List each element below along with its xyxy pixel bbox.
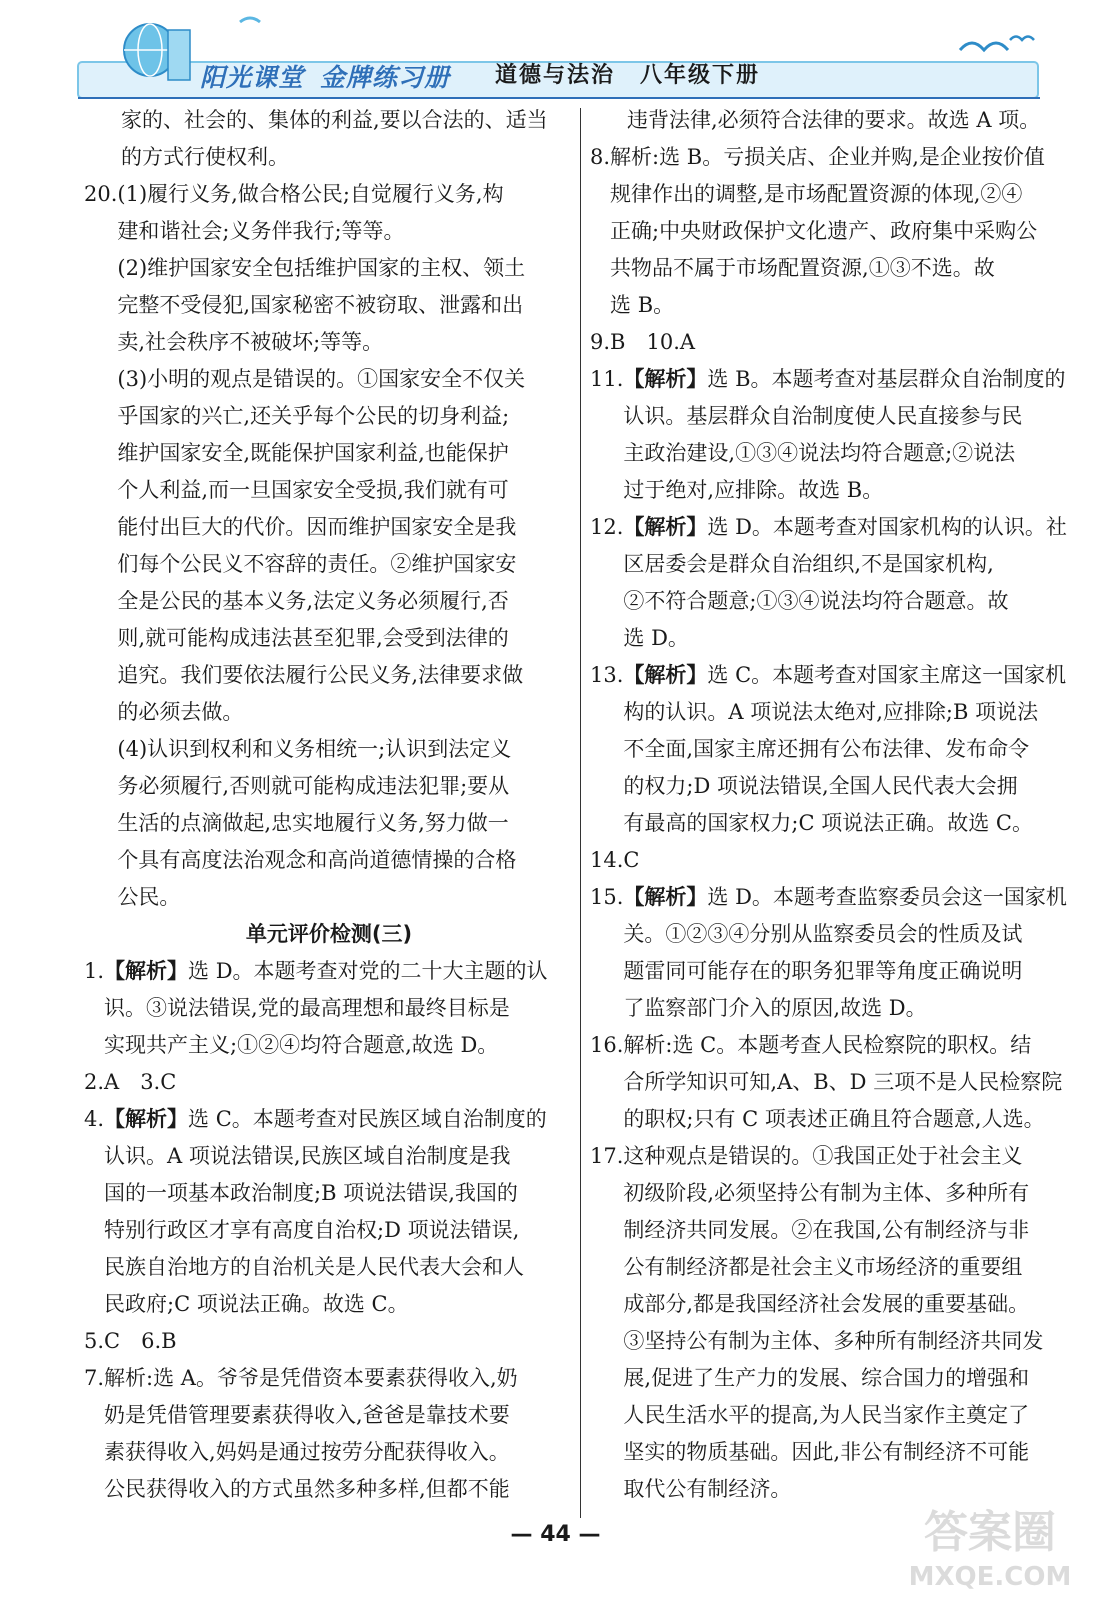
text-line: 关。①②③④分别从监察委员会的性质及试 <box>623 922 1023 946</box>
text-line: 区居委会是群众自治组织,不是国家机构, <box>623 552 994 576</box>
text-line: 选 B。 <box>610 293 675 317</box>
analysis-tag: 【解析】 <box>623 663 708 687</box>
answer-16 <box>590 1027 1076 1138</box>
text-line: 成部分,都是我国经济社会发展的重要基础。 <box>623 1292 1030 1316</box>
answer-body <box>623 509 1076 657</box>
answer-4 <box>84 1101 574 1323</box>
question-number: 4. <box>84 1107 105 1131</box>
text-line: 们每个公民义不容辞的责任。②维护国家安 <box>117 552 517 576</box>
text-line: 的必须去做。 <box>117 700 244 724</box>
question-number: 17. <box>590 1144 624 1168</box>
analysis-tag: 【解析】 <box>104 959 189 983</box>
answer-body <box>623 1027 1076 1138</box>
answer-15 <box>590 879 1076 1027</box>
text-line: 全是公民的基本义务,法定义务必须履行,否 <box>117 589 509 613</box>
text-line: 国的一项基本政治制度;B 项说法错误,我国的 <box>104 1181 518 1205</box>
text-line: 公有制经济都是社会主义市场经济的重要组 <box>623 1255 1023 1279</box>
answer-body <box>623 1138 1076 1508</box>
answer-13 <box>590 657 1076 842</box>
text-line: 选 B。本题考查对基层群众自治制度的 <box>707 367 1066 391</box>
subject-title: 道德与法治 <box>495 63 616 88</box>
text-line: 建和谐社会;义务伴我行;等等。 <box>117 219 405 243</box>
question-number: 8. <box>590 145 611 169</box>
text-line: 的方式行使权利。 <box>121 145 289 169</box>
answer-body <box>104 1360 574 1508</box>
text-line: 完整不受侵犯,国家秘密不被窃取、泄露和出 <box>117 293 524 317</box>
text-line: 素获得收入,妈妈是通过按劳分配获得收入。 <box>104 1440 510 1464</box>
text-line: 维护国家安全,既能保护国家利益,也能保护 <box>117 441 509 465</box>
text-line: 展,促进了生产力的发展、综合国力的增强和 <box>623 1366 1030 1390</box>
text-line: 选 C。本题考查对民族区域自治制度的 <box>188 1107 547 1131</box>
section-heading: 单元评价检测(三) <box>245 922 413 946</box>
watermark-text: 答案圈 <box>924 1507 1056 1558</box>
right-column <box>590 102 1076 1508</box>
text-line: 家的、社会的、集体的利益,要以合法的、适当 <box>121 108 548 132</box>
text-line: 这种观点是错误的。①我国正处于社会主义 <box>623 1144 1023 1168</box>
text-line: 的职权;只有 C 项表述正确且符合题意,人选。 <box>623 1107 1045 1131</box>
question-number: 11. <box>590 367 624 391</box>
question-number: 1. <box>84 959 105 983</box>
answer-9-10: 9.B 10.A <box>590 330 696 354</box>
left-column <box>84 102 574 1508</box>
text-line: 能付出巨大的代价。因而维护国家安全是我 <box>117 515 517 539</box>
answer-body <box>623 879 1076 1027</box>
question-number: 15. <box>590 885 624 909</box>
text-line: 共物品不属于市场配置资源,①③不选。故 <box>610 256 995 280</box>
answer-14: 14.C <box>590 848 640 872</box>
text-line: (4)认识到权利和义务相统一;认识到法定义 <box>117 737 512 761</box>
answer-5-6: 5.C 6.B <box>84 1329 177 1353</box>
text-line: 坚实的物质基础。因此,非公有制经济不可能 <box>623 1440 1030 1464</box>
text-line: 认识。A 项说法错误,民族区域自治制度是我 <box>104 1144 511 1168</box>
text-line: (3)小明的观点是错误的。①国家安全不仅关 <box>117 367 526 391</box>
text-line: 务必须履行,否则就可能构成违法犯罪;要从 <box>117 774 510 798</box>
answer-8 <box>590 139 1076 324</box>
answer-17 <box>590 1138 1076 1508</box>
text-line: 特别行政区才享有高度自治权;D 项说法错误, <box>104 1218 520 1242</box>
answer-body <box>117 176 574 916</box>
text-line: 选 C。本题考查对国家主席这一国家机 <box>707 663 1067 687</box>
text-line: 解析:选 B。亏损关店、企业并购,是企业按价值 <box>610 145 1045 169</box>
column-divider <box>580 108 581 1518</box>
text-line: 解析:选 C。本题考查人民检察院的职权。结 <box>623 1033 1032 1057</box>
text-line: 识。③说法错误,党的最高理想和最终目标是 <box>104 996 510 1020</box>
question-number: 16. <box>590 1033 624 1057</box>
text-line: 选 D。本题考查监察委员会这一国家机 <box>707 885 1067 909</box>
text-line: 奶是凭借管理要素获得收入,爸爸是靠技术要 <box>104 1403 510 1427</box>
text-line: 人民生活水平的提高,为人民当家作主奠定了 <box>623 1403 1030 1427</box>
analysis-tag: 【解析】 <box>623 885 708 909</box>
text-line: 构的认识。A 项说法太绝对,应排除;B 项说法 <box>623 700 1039 724</box>
text-line: (1)履行义务,做合格公民;自觉履行义务,构 <box>117 182 504 206</box>
seagull-icon <box>960 43 1008 50</box>
seagull-small-icon <box>1010 37 1034 41</box>
text-line: 主政治建设,①③④说法均符合题意;②说法 <box>623 441 1016 465</box>
text-line: 选 D。本题考查对国家机构的认识。社 <box>707 515 1067 539</box>
question-number: 12. <box>590 515 624 539</box>
grade-title: 八年级下册 <box>640 63 761 88</box>
text-line: 正确;中央财政保护文化遗产、政府集中采购公 <box>610 219 1038 243</box>
analysis-tag: 【解析】 <box>623 515 708 539</box>
text-line: 规律作出的调整,是市场配置资源的体现,②④ <box>610 182 1023 206</box>
text-line: 则,就可能构成违法甚至犯罪,会受到法律的 <box>117 626 509 650</box>
answer-body <box>623 361 1076 509</box>
answer-body <box>104 953 574 1064</box>
text-line: (2)维护国家安全包括维护国家的主权、领土 <box>117 256 526 280</box>
analysis-tag: 【解析】 <box>623 367 708 391</box>
text-line: 个人利益,而一旦国家安全受损,我们就有可 <box>117 478 509 502</box>
book-icon <box>168 30 190 80</box>
text-line: 认识。基层群众自治制度使人民直接参与民 <box>623 404 1023 428</box>
question-number: 7. <box>84 1366 105 1390</box>
text-line: 追究。我们要依法履行公民义务,法律要求做 <box>117 663 524 687</box>
page-header <box>0 0 1111 100</box>
text-line: 制经济共同发展。②在我国,公有制经济与非 <box>623 1218 1030 1242</box>
answer-2-3: 2.A 3.C <box>84 1070 177 1094</box>
text-line: 民族自治地方的自治机关是人民代表大会和人 <box>104 1255 525 1279</box>
answer-20 <box>84 176 574 916</box>
text-line: 乎国家的兴亡,还关乎每个公民的切身利益; <box>117 404 510 428</box>
text-line: 初级阶段,必须坚持公有制为主体、多种所有 <box>623 1181 1030 1205</box>
answer-12 <box>590 509 1076 657</box>
answer-body <box>623 657 1076 842</box>
text-line: 有最高的国家权力;C 项说法正确。故选 C。 <box>623 811 1033 835</box>
text-line: 实现共产主义;①②④均符合题意,故选 D。 <box>104 1033 499 1057</box>
text-line: 公民。 <box>117 885 181 909</box>
brand-name-a: 阳光课堂 <box>200 63 305 92</box>
text-line: 的权力;D 项说法错误,全国人民代表大会拥 <box>623 774 1018 798</box>
text-line: 选 D。 <box>623 626 689 650</box>
text-line: 合所学知识可知,A、B、D 三项不是人民检察院 <box>623 1070 1063 1094</box>
text-line: 过于绝对,应排除。故选 B。 <box>623 478 884 502</box>
text-line: 题雷同可能存在的职务犯罪等角度正确说明 <box>623 959 1023 983</box>
text-line: ②不符合题意;①③④说法均符合题意。故 <box>623 589 1009 613</box>
answer-11 <box>590 361 1076 509</box>
brand-name-b: 金牌练习册 <box>320 63 451 92</box>
question-number: 13. <box>590 663 624 687</box>
question-number: 20. <box>84 182 118 206</box>
text-line: 个具有高度法治观念和高尚道德情操的合格 <box>117 848 517 872</box>
watermark-url: MXQE.COM <box>908 1562 1072 1592</box>
page-number: — 44 — <box>510 1522 601 1547</box>
analysis-tag: 【解析】 <box>104 1107 189 1131</box>
text-line: 民政府;C 项说法正确。故选 C。 <box>104 1292 409 1316</box>
text-line: 解析:选 A。爷爷是凭借资本要素获得收入,奶 <box>104 1366 518 1390</box>
bird-icon <box>240 18 260 22</box>
text-line: 选 D。本题考查对党的二十大主题的认 <box>188 959 548 983</box>
text-line: 公民获得收入的方式虽然多种多样,但都不能 <box>104 1477 510 1501</box>
answer-1 <box>84 953 574 1064</box>
text-line: 生活的点滴做起,忠实地履行义务,努力做一 <box>117 811 509 835</box>
text-line: 卖,社会秩序不被破坏;等等。 <box>117 330 384 354</box>
watermark-logo <box>880 1495 1100 1595</box>
text-line: 不全面,国家主席还拥有公布法律、发布命令 <box>623 737 1030 761</box>
answer-7 <box>84 1360 574 1508</box>
text-line: 了监察部门介入的原因,故选 D。 <box>623 996 927 1020</box>
text-line: 取代公有制经济。 <box>623 1477 792 1501</box>
text-line: 违背法律,必须符合法律的要求。故选 A 项。 <box>627 108 1041 132</box>
answer-body <box>610 139 1076 324</box>
text-line: ③坚持公有制为主体、多种所有制经济共同发 <box>623 1329 1044 1353</box>
answer-body <box>104 1101 574 1323</box>
